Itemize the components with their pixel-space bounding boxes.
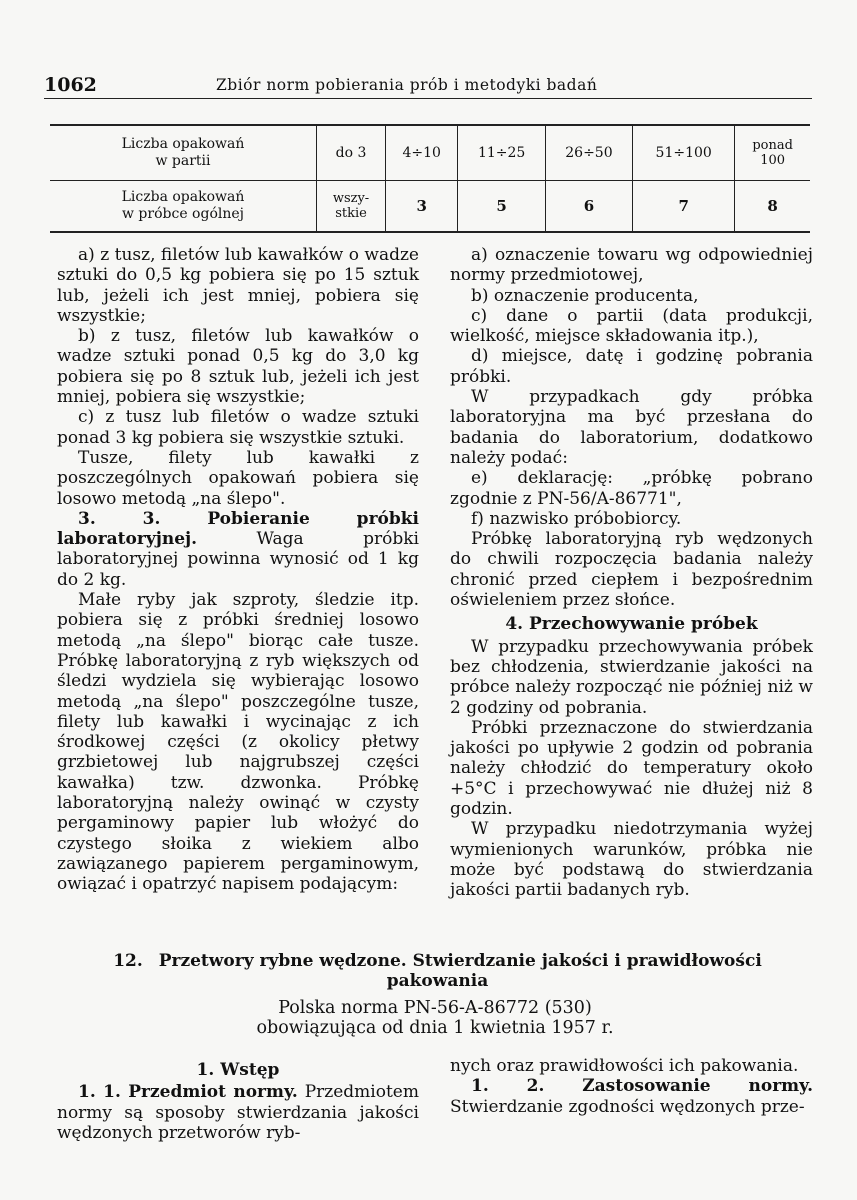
table-cell: 3 <box>386 181 458 233</box>
running-title: Zbiór norm pobierania prób i metodyki badań <box>216 76 598 94</box>
row-label-sample-size: Liczba opakowań w próbce ogólnej <box>50 181 317 233</box>
heading-text: 1. 1. Przedmiot normy. <box>78 1082 298 1103</box>
heading-text: 1. 2. Zastosowanie normy. <box>471 1076 813 1097</box>
page-number: 1062 <box>44 74 97 96</box>
body-text: f) nazwisko próbobiorcy. <box>471 508 682 529</box>
paragraph <box>57 407 419 448</box>
paragraph <box>450 306 813 347</box>
bottom-left-column <box>57 1056 419 1143</box>
paragraph <box>450 509 813 529</box>
paragraph <box>450 718 813 819</box>
paragraph <box>57 1082 419 1143</box>
table-cell: 11÷25 <box>458 125 545 181</box>
section-heading <box>57 1060 419 1080</box>
table-cell: ponad 100 <box>735 125 810 181</box>
left-column <box>57 245 419 895</box>
table-cell: 7 <box>633 181 735 233</box>
body-text: nych oraz prawidłowości ich pakowania. <box>450 1056 799 1076</box>
table-cell: 8 <box>735 181 810 233</box>
paragraph <box>450 529 813 610</box>
table-cell: 4÷10 <box>386 125 458 181</box>
body-text: Próbki przeznaczone do stwierdzania jakości po upływie 2 godzin od pobrania należy chłodzić do temperatury około +5°C i przechowywać nie dłużej niż 8 godzin. <box>450 717 813 820</box>
header-rule <box>44 98 812 99</box>
body-text: c) dane o partii (data produkcji, wielkość, miejsce składowania itp.), <box>450 305 813 347</box>
norm-validity: obowiązująca od dnia 1 kwietnia 1957 r. <box>256 1018 614 1038</box>
chapter-number: 12. <box>113 951 143 971</box>
running-head <box>44 74 812 98</box>
paragraph <box>57 509 419 590</box>
body-text: Próbkę laboratoryjną ryb wędzonych do chwili rozpoczęcia badania należy chronić przed ciepłem i bezpośrednim oświeleniem przez słońce. <box>450 529 813 611</box>
paragraph <box>57 326 419 407</box>
body-text: d) miejsce, datę i godzinę pobrania próbki. <box>450 346 813 387</box>
paragraph <box>450 637 813 718</box>
paragraph <box>57 245 419 326</box>
table-cell: do 3 <box>317 125 386 181</box>
body-text: c) z tusz lub filetów o wadze sztuki ponad 3 kg pobiera się wszystkie sztuki. <box>57 407 419 448</box>
body-text: b) z tusz, filetów lub kawałków o wadze sztuki ponad 0,5 kg do 3,0 kg pobiera się po 8 sztuk lub, jeżeli ich jest mniej, pobiera się wszystkie; <box>57 326 419 408</box>
paragraph <box>57 448 419 509</box>
body-text: e) deklarację: „próbkę pobrano zgodnie z PN-56/A-86771", <box>450 468 813 509</box>
heading-text: 3. 3. Pobieranie próbki laboratoryjnej. <box>57 508 419 550</box>
body-text: Przedmiotem normy są sposoby stwierdzania jakości wędzonych przetworów ryb- <box>57 1082 419 1143</box>
paragraph <box>450 819 813 900</box>
bottom-right-column <box>450 1056 813 1117</box>
right-column <box>450 245 813 901</box>
table-row-lot-size <box>50 125 810 181</box>
table-cell: 5 <box>458 181 545 233</box>
paragraph <box>450 346 813 387</box>
table-cell: 51÷100 <box>633 125 735 181</box>
chapter-heading <box>70 951 805 991</box>
body-text: W przypadku przechowywania próbek bez chłodzenia, stwierdzanie jakości na próbce należy rozpocząć nie później niż w 2 godziny od pobrania. <box>450 636 813 718</box>
table-cell: 26÷50 <box>545 125 632 181</box>
paragraph <box>450 245 813 286</box>
body-text: Waga próbki laboratoryjnej powinna wynosić od 1 kg do 2 kg. <box>57 529 419 590</box>
row-label-lot-size: Liczba opakowań w partii <box>50 125 317 181</box>
body-text: Tusze, filety lub kawałki z poszczególnych opakowań pobiera się losowo metodą „na ślepo". <box>57 447 419 509</box>
heading-text: 1. Wstęp <box>196 1060 280 1080</box>
body-text: Małe ryby jak szproty, śledzie itp. pobiera się z próbki średniej losowo metodą „na ślepo" biorąc całe tusze. Próbkę laboratoryjną z ryb większych od śledzi wydziela się wybierając losowo metodą „na ślepo" poszczególne tusze, filety lub kawałki i wycinając z ich środkowej części (z okolicy płetwy grzbietowej lub najgrubszej części kawałka) tzw. dzwonka. Próbkę laboratoryjną należy owinąć w czysty pergaminowy papier lub włożyć do czystego słoika z wiekiem albo zawiązanego papierem pergaminowym, owiązać i opatrzyć napisem podającym: <box>57 590 419 895</box>
paragraph <box>450 1076 813 1117</box>
body-text: W przypadku niedotrzymania wyżej wymienionych warunków, próbka nie może być podstawą do stwierdzania jakości partii badanych ryb. <box>450 819 813 901</box>
section-heading <box>450 614 813 634</box>
table-row-sample-size <box>50 181 810 233</box>
chapter-title: Przetwory rybne wędzone. Stwierdzanie jakości i prawidłowości pakowania <box>158 951 762 991</box>
paragraph <box>450 468 813 509</box>
body-text: W przypadkach gdy próbka laboratoryjna ma być przesłana do badania do laboratorium, dodatkowo należy podać: <box>450 387 813 468</box>
norm-designation: Polska norma PN-56-A-86772 (530) <box>278 998 592 1018</box>
body-text: b) oznaczenie producenta, <box>471 285 699 306</box>
paragraph <box>57 590 419 894</box>
paragraph <box>450 1056 813 1076</box>
body-text: a) z tusz, filetów lub kawałków o wadze sztuki do 0,5 kg pobiera się po 15 sztuk lub, jeżeli ich jest mniej, pobiera się wszystkie; <box>57 245 419 326</box>
table-cell: wszy- stkie <box>317 181 386 233</box>
paragraph <box>450 286 813 306</box>
paragraph <box>450 387 813 468</box>
table-cell: 6 <box>545 181 632 233</box>
body-text: Stwierdzanie zgodności wędzonych prze- <box>450 1096 805 1117</box>
body-text: a) oznaczenie towaru wg odpowiedniej normy przedmiotowej, <box>450 245 813 286</box>
heading-text: 4. Przechowywanie próbek <box>505 614 758 635</box>
sampling-table <box>50 124 810 233</box>
